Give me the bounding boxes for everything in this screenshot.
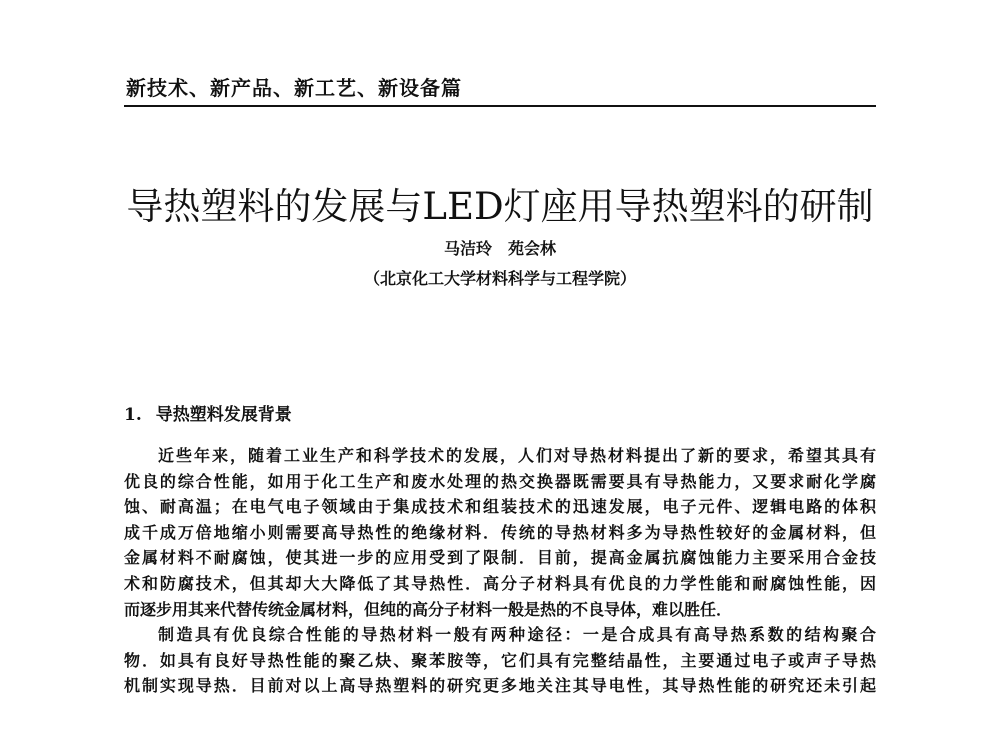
body-line: 近些年来，随着工业生产和科学技术的发展，人们对导热材料提出了新的要求，希望其具有 [158,446,876,465]
section-heading [124,400,292,425]
body-line: 制造具有优良综合性能的导热材料一般有两种途径：一是合成具有高导热系数的结构聚合 [158,625,876,645]
section-title: 导热塑料发展背景 [155,405,292,425]
body-line: 而逐步用其来代替传统金属材料，但纯的高分子材料一般是热的不良导体，难以胜任． [124,599,733,619]
header-rule [124,105,876,107]
body-line: 金属材料不耐腐蚀，使其进一步的应用受到了限制．目前，提高金属抗腐蚀能力主要采用合金技 [124,548,876,568]
body-line: 优良的综合性能，如用于化工生产和废水处理的热交换器既需要具有导热能力，又要求耐化学腐 [124,471,876,491]
body-line: 物．如具有良好导热性能的聚乙炔、聚苯胺等，它们具有完整结晶性，主要通过电子或声子导热 [124,650,876,670]
body-text [124,443,876,699]
body-line: 术和防腐技术，但其却大大降低了其导热性．高分子材料具有优良的力学性能和耐腐蚀性能，因 [124,573,876,593]
body-line: 成千成万倍地缩小则需要高导热性的绝缘材料．传统的导热材料多为导热性较好的金属材料，但 [124,522,876,542]
body-line: 机制实现导热．目前对以上高导热塑料的研究更多地关注其导电性，其导热性能的研究还未引起 [124,676,876,696]
body-line: 蚀、耐高温；在电气电子领域由于集成技术和组装技术的迅速发展，电子元件、逻辑电路的体积 [124,497,876,517]
article-authors: 马洁玲 苑会林 [443,239,556,258]
article-affiliation: （北京化工大学材料科学与工程学院） [363,269,636,288]
running-header: 新技术、新产品、新工艺、新设备篇 [126,76,462,100]
section-number: 1. [124,405,142,425]
article-title: 导热塑料的发展与LED灯座用导热塑料的研制 [126,185,874,228]
